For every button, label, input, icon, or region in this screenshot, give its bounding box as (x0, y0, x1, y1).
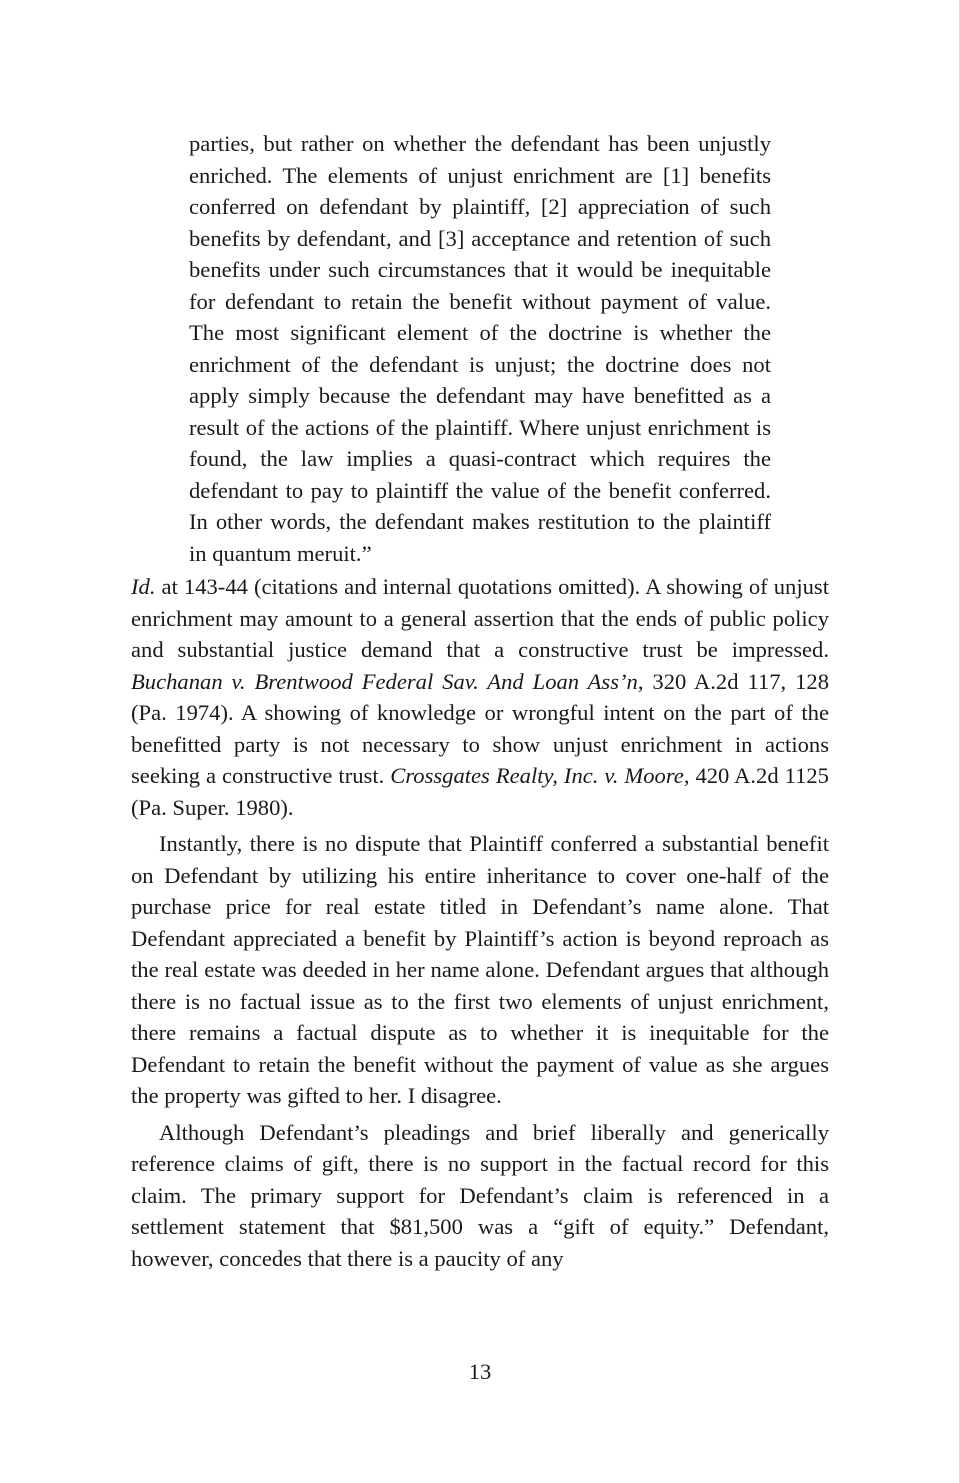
paragraph-citation (131, 571, 829, 823)
paragraph-text: , 320 A.2d 117, 128 (Pa. 1974). A showing of knowledge or wrongful intent on the part of the benefitted party is not necessary to show unjust enrichment in actions seeking a constructive trust. (131, 668, 829, 788)
paragraph-text: , 420 A.2d 1125 (Pa. Super. 1980). (131, 763, 829, 820)
case-citation-buchanan: Buchanan v. Brentwood Federal Sav. And Loan Ass’n (131, 668, 638, 694)
paragraph-instantly: Instantly, there is no dispute that Plaintiff conferred a substantial benefit on Defendant by utilizing his entire inheritance to cover one-half of the purchase price for real estate titled in Defendant’s name alone. That Defendant appreciated a benefit by Plaintiff’s action is beyond reproach as the real estate was deeded in her name alone. Defendant argues that although there is no factual issue as to the first two elements of unjust enrichment, there remains a factual dispute as to whether it is inequitable for the Defendant to retain the benefit without the payment of value as she argues the property was gifted to her. I disagree. (131, 831, 829, 1108)
case-citation-crossgates: Crossgates Realty, Inc. v. Moore (390, 763, 684, 788)
id-citation: Id. (131, 574, 156, 599)
page-body (131, 128, 829, 1274)
paragraph-text: at 143-44 (citations and internal quotations omitted). A showing of unjust enrichment may amount to a general assertion that the ends of public policy and substantial justice demand that a constructive trust be impressed. (131, 574, 829, 662)
page-number: 13 (468, 1359, 492, 1384)
paragraph-although: Although Defendant’s pleadings and brief liberally and generically reference claims of gift, there is no support in the factual record for this claim. The primary support for Defendant’s claim is referenced in a settlement statement that $81,500 was a “gift of equity.” Defendant, however, concedes that there is a paucity of any (131, 1119, 829, 1271)
block-quote: parties, but rather on whether the defendant has been unjustly enriched. The elements of unjust enrichment are [1] benefits conferred on defendant by plaintiff, [2] appreciation of such benefits by defendant, and [3] acceptance and retention of such benefits under such circumstances that it would be inequitable for defendant to retain the benefit without payment of value. The most significant element of the doctrine is whether the enrichment of the defendant is unjust; the doctrine does not apply simply because the defendant may have benefitted as a result of the actions of the plaintiff. Where unjust enrichment is found, the law implies a quasi-contract which requires the defendant to pay to plaintiff the value of the benefit conferred. In other words, the defendant makes restitution to the plaintiff in quantum meruit.” (189, 131, 771, 566)
